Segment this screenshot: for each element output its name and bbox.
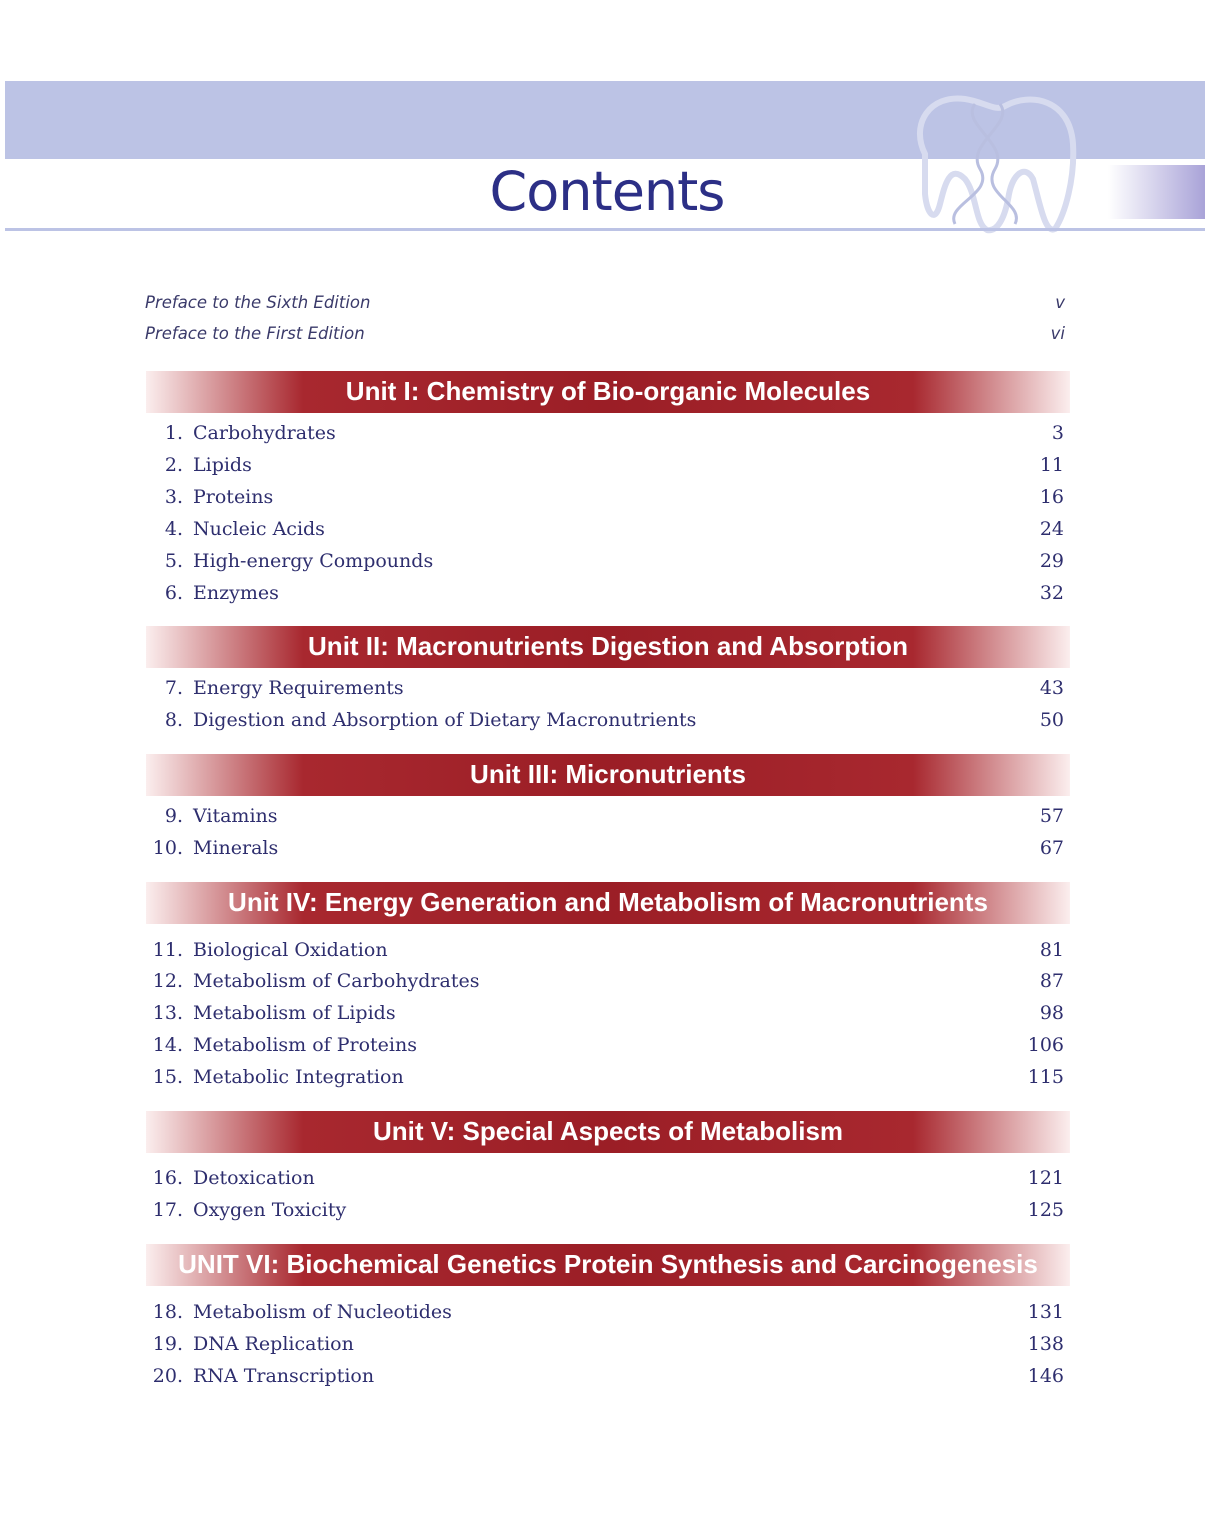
chapter-number: 8. [164,709,183,731]
chapter-number: 13. [152,1002,183,1024]
chapter-page: 16 [1039,486,1064,508]
chapter-number: 5. [164,550,183,572]
toc-entry[interactable] [146,1163,1064,1193]
chapter-page: 29 [1039,550,1064,572]
preface-page: v [1055,293,1065,312]
chapter-page: 146 [1027,1365,1064,1387]
chapter-number: 9. [164,805,183,827]
chapter-title: Proteins [193,486,274,508]
chapter-page: 138 [1027,1333,1064,1355]
chapter-number: 15. [152,1066,183,1088]
chapter-page: 131 [1027,1301,1064,1323]
toc-entry[interactable] [146,801,1064,831]
chapter-page: 43 [1039,677,1064,699]
chapter-page: 67 [1039,837,1064,859]
chapter-page: 115 [1027,1066,1064,1088]
chapter-number: 2. [164,454,183,476]
chapter-title: Energy Requirements [193,677,404,699]
page-title: Contents [489,160,725,223]
toc-entry[interactable] [146,705,1064,735]
chapter-page: 32 [1039,582,1064,604]
chapter-number: 20. [152,1365,183,1387]
preface-page: vi [1050,324,1065,343]
chapter-title: Vitamins [193,805,278,827]
header-rule [5,228,1205,231]
toc-entry[interactable] [146,1329,1064,1359]
chapter-title: Nucleic Acids [193,518,325,540]
toc-entry[interactable] [146,1297,1064,1327]
chapter-number: 6. [164,582,183,604]
chapter-number: 7. [164,677,183,699]
chapter-title: Metabolism of Proteins [193,1034,417,1056]
chapter-page: 11 [1039,454,1064,476]
toc-entry[interactable] [146,514,1064,544]
toc-entry[interactable] [146,998,1064,1028]
chapter-title: High-energy Compounds [193,550,434,572]
toc-entry[interactable] [146,935,1064,965]
chapter-number: 4. [164,518,183,540]
unit-heading: Unit II: Macronutrients Digestion and Absorption [146,626,1070,668]
toc-entry[interactable] [146,450,1064,480]
chapter-number: 18. [152,1301,183,1323]
preface-label: Preface to the Sixth Edition [145,293,371,312]
preface-label: Preface to the First Edition [145,324,365,343]
unit-heading: UNIT VI: Biochemical Genetics Protein Synthesis and Carcinogenesis [146,1244,1070,1286]
chapter-page: 98 [1039,1002,1064,1024]
chapter-title: RNA Transcription [193,1365,375,1387]
chapter-title: Metabolism of Lipids [193,1002,396,1024]
toc-entry[interactable] [146,1195,1064,1225]
chapter-title: Lipids [193,454,252,476]
chapter-title: Detoxication [193,1167,315,1189]
chapter-title: Biological Oxidation [193,939,388,961]
chapter-number: 19. [152,1333,183,1355]
chapter-number: 12. [152,970,183,992]
chapter-number: 3. [164,486,183,508]
chapter-page: 24 [1039,518,1064,540]
toc-entry[interactable] [146,418,1064,448]
chapter-title: Carbohydrates [193,422,336,444]
chapter-page: 121 [1027,1167,1064,1189]
chapter-title: Metabolism of Nucleotides [193,1301,452,1323]
preface-entry[interactable] [145,324,1065,343]
toc-entry[interactable] [146,1030,1064,1060]
chapter-title: Metabolic Integration [193,1066,404,1088]
chapter-page: 3 [1051,422,1064,444]
chapter-title: Digestion and Absorption of Dietary Macronutrients [193,709,697,731]
unit-heading: Unit I: Chemistry of Bio-organic Molecules [146,371,1070,413]
chapter-number: 1. [164,422,183,444]
toc-entry[interactable] [146,482,1064,512]
chapter-number: 14. [152,1034,183,1056]
chapter-number: 11. [152,939,183,961]
toc-entry[interactable] [146,966,1064,996]
preface-entry[interactable] [145,293,1065,312]
chapter-title: DNA Replication [193,1333,354,1355]
unit-heading: Unit V: Special Aspects of Metabolism [146,1111,1070,1153]
chapter-page: 125 [1027,1199,1064,1221]
chapter-page: 87 [1039,970,1064,992]
toc-entry[interactable] [146,1062,1064,1092]
chapter-number: 10. [152,837,183,859]
chapter-page: 106 [1027,1034,1064,1056]
toc-entry[interactable] [146,1361,1064,1391]
chapter-title: Enzymes [193,582,279,604]
toc-entry[interactable] [146,578,1064,608]
chapter-page: 81 [1039,939,1064,961]
toc-entry[interactable] [146,546,1064,576]
toc-entry[interactable] [146,833,1064,863]
unit-heading: Unit IV: Energy Generation and Metabolism of Macronutrients [146,882,1070,924]
unit-heading: Unit III: Micronutrients [146,754,1070,796]
chapter-title: Minerals [193,837,279,859]
chapter-page: 50 [1039,709,1064,731]
chapter-title: Oxygen Toxicity [193,1199,347,1221]
toc-entry[interactable] [146,673,1064,703]
chapter-title: Metabolism of Carbohydrates [193,970,480,992]
chapter-page: 57 [1039,805,1064,827]
chapter-number: 16. [152,1167,183,1189]
chapter-number: 17. [152,1199,183,1221]
